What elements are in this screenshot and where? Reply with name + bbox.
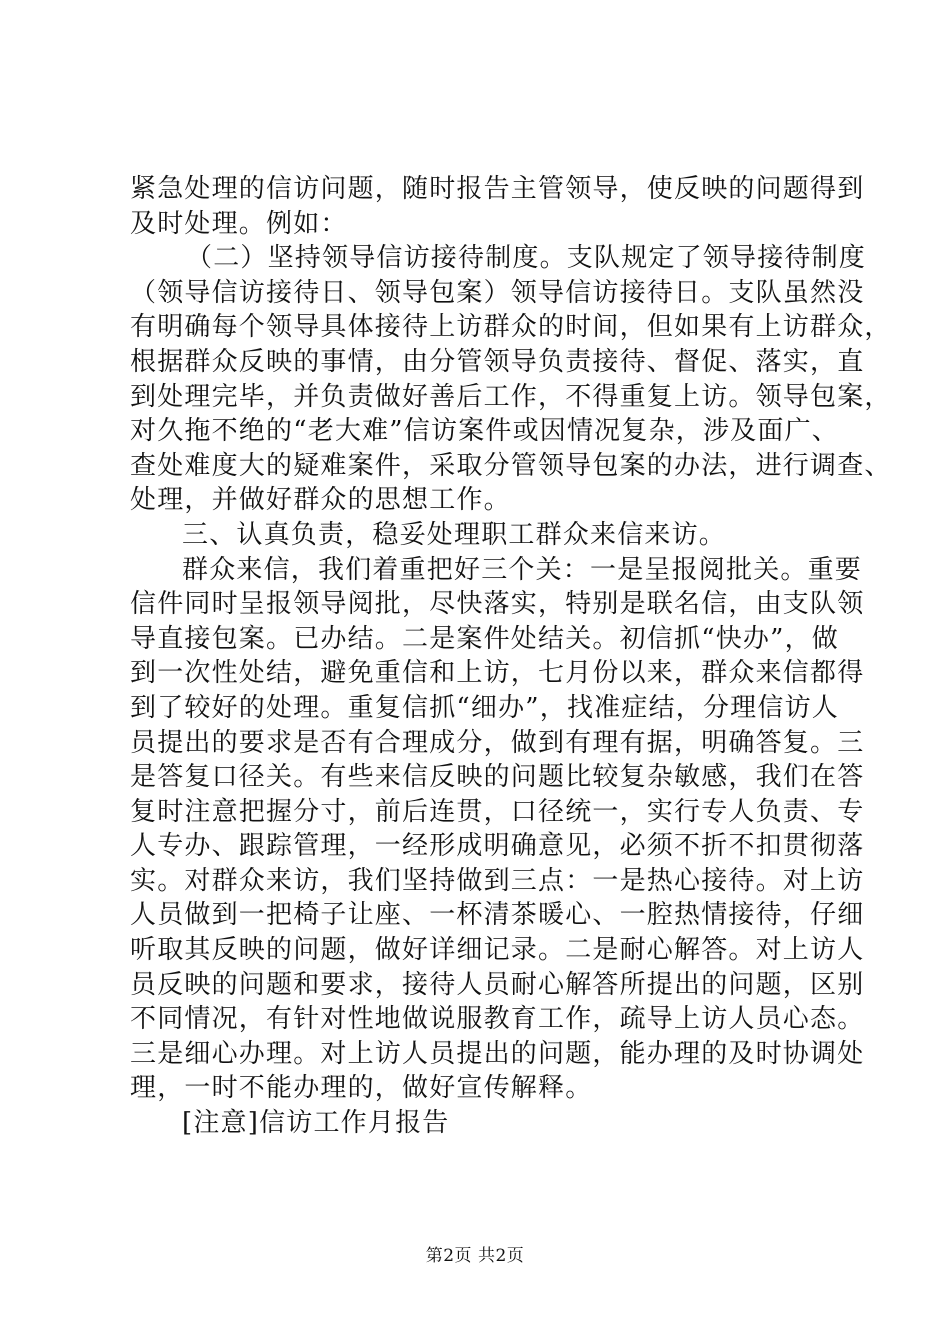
text-line: 根据群众反映的事情，由分管领导负责接待、督促、落实，直 bbox=[130, 346, 865, 377]
text-line: 员反映的问题和要求，接待人员耐心解答所提出的问题，区别 bbox=[130, 969, 865, 1000]
text-line: 处理，并做好群众的思想工作。 bbox=[130, 485, 511, 516]
text-line: 人员做到一把椅子让座、一杯清茶暖心、一腔热情接待，仔细 bbox=[130, 900, 865, 931]
text-line: 对久拖不绝的“老大难”信访案件或因情况复杂，涉及面广、 bbox=[130, 416, 839, 447]
text-line: 是答复口径关。有些来信反映的问题比较复杂敏感，我们在答 bbox=[130, 762, 865, 793]
text-line: 三是细心办理。对上访人员提出的问题，能办理的及时协调处 bbox=[130, 1038, 865, 1069]
text-line: 查处难度大的疑难案件，采取分管领导包案的办法，进行调查、 bbox=[130, 450, 892, 481]
text-line: 有明确每个领导具体接待上访群众的时间，但如果有上访群众， bbox=[130, 312, 892, 343]
section-heading: 三、认真负责，稳妥处理职工群众来信来访。 bbox=[182, 519, 727, 550]
document-body bbox=[130, 172, 892, 1141]
text-line: 员提出的要求是否有合理成分，做到有理有据，明确答复。三 bbox=[130, 727, 865, 758]
text-line: 到了较好的处理。重复信抓“细办”，找准症结，分理信访人 bbox=[130, 692, 839, 723]
page-footer: 第2页 共2页 bbox=[425, 1246, 525, 1266]
text-line: 紧急处理的信访问题，随时报告主管领导，使反映的问题得到 bbox=[130, 174, 865, 204]
text-line: 到一次性处结，避免重信和上访，七月份以来，群众来信都得 bbox=[130, 658, 865, 689]
text-line: 导直接包案。已办结。二是案件处结关。初信抓“快办”，做 bbox=[130, 623, 839, 654]
text-line: 听取其反映的问题，做好详细记录。二是耐心解答。对上访人 bbox=[130, 935, 865, 966]
text-line: 信件同时呈报领导阅批，尽快落实，特别是联名信，由支队领 bbox=[130, 589, 865, 620]
note-line: [注意]信访工作月报告 bbox=[182, 1108, 450, 1139]
text-line: 不同情况，有针对性地做说服教育工作，疏导上访人员心态。 bbox=[130, 1004, 865, 1035]
text-line: 及时处理。例如： bbox=[130, 208, 348, 239]
text-line: 复时注意把握分寸，前后连贯，口径统一，实行专人负责、专 bbox=[130, 796, 865, 827]
text-line: 人专办、跟踪管理，一经形成明确意见，必须不折不扣贯彻落 bbox=[130, 831, 865, 862]
section-heading: （二）坚持领导信访接待制度。支队规定了领导接待制度 bbox=[186, 243, 867, 274]
text-line: （领导信访接待日、领导包案）领导信访接待日。支队虽然没 bbox=[130, 277, 865, 308]
text-line: 到处理完毕，并负责做好善后工作，不得重复上访。领导包案， bbox=[130, 381, 892, 412]
text-line: 实。对群众来访，我们坚持做到三点：一是热心接待。对上访 bbox=[130, 865, 865, 896]
text-line: 群众来信，我们着重把好三个关：一是呈报阅批关。重要 bbox=[182, 554, 863, 585]
text-line: 理，一时不能办理的，做好宣传解释。 bbox=[130, 1073, 593, 1104]
